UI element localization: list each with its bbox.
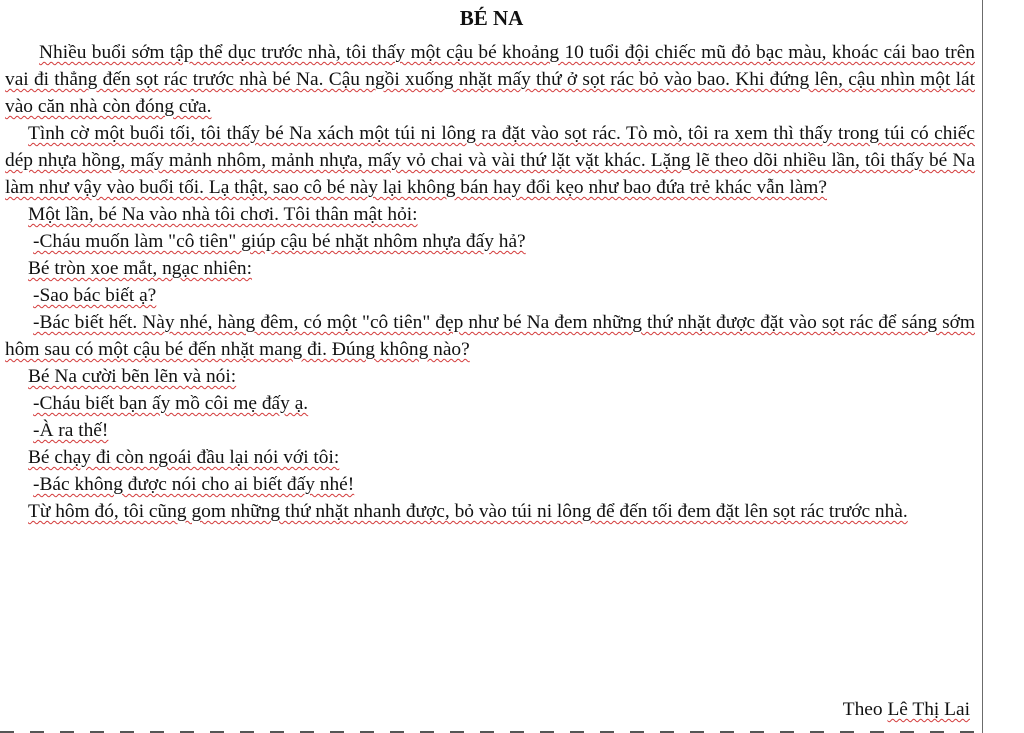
paragraph-2: Tình cờ một buổi tối, tôi thấy bé Na xách một túi ni lông ra đặt vào sọt rác. Tò mò, tôi ra xem thì thấy trong túi có chiếc dép nhựa hồng, mấy mảnh nhôm, mảnh nhựa, mấy vỏ chai và vài thứ lặt vặt khác. Lặng lẽ theo dõi nhiều lần, tôi thấy bé Na làm như vậy vào buổi tối. Lạ thật, sao cô bé này lại không bán hay đổi kẹo như bao đứa trẻ khác vẫn làm? [5,123,975,198]
paragraph-13: Từ hôm đó, tôi cũng gom những thứ nhặt nhanh được, bỏ vào túi ni lông để đến tối đem đặt lên sọt rác trước nhà. [28,501,908,522]
story-title: BÉ NA [459,6,524,30]
paragraph-7: -Bác biết hết. Này nhé, hàng đêm, có một "cô tiên" đẹp như bé Na đem những thứ nhặt được đặt vào sọt rác để sáng sớm hôm sau có một cậu bé đến nhặt mang đi. Đúng không nào? [5,312,975,360]
paragraph-4: -Cháu muốn làm "cô tiên" giúp cậu bé nhặt nhôm nhựa đấy hả? [33,231,526,252]
author-credit [843,696,970,723]
author-name: Lê Thị Lai [887,699,970,720]
story-body [5,39,975,525]
paragraph-10: -À ra thế! [33,420,109,441]
paragraph-12: -Bác không được nói cho ai biết đấy nhé! [33,474,355,495]
paragraph-6: -Sao bác biết ạ? [33,285,157,306]
paragraph-9: -Cháu biết bạn ấy mồ côi mẹ đấy ạ. [33,393,309,414]
next-line-fragment [0,728,983,733]
paragraph-8: Bé Na cười bẽn lẽn và nói: [28,366,237,387]
author-prefix: Theo [842,699,888,720]
paragraph-3: Một lần, bé Na vào nhà tôi chơi. Tôi thân mật hỏi: [28,204,418,225]
paragraph-1: Nhiều buổi sớm tập thể dục trước nhà, tôi thấy một cậu bé khoảng 10 tuổi đội chiếc mũ đỏ bạc màu, khoác cái bao trên vai đi thẳng đến sọt rác trước nhà bé Na. Cậu ngồi xuống nhặt mấy thứ ở sọt rác bỏ vào bao. Khi đứng lên, cậu nhìn một lát vào căn nhà còn đóng cửa. [5,42,975,117]
paragraph-11: Bé chạy đi còn ngoái đầu lại nói với tôi: [28,447,340,468]
paragraph-5: Bé tròn xoe mắt, ngạc nhiên: [28,258,253,279]
